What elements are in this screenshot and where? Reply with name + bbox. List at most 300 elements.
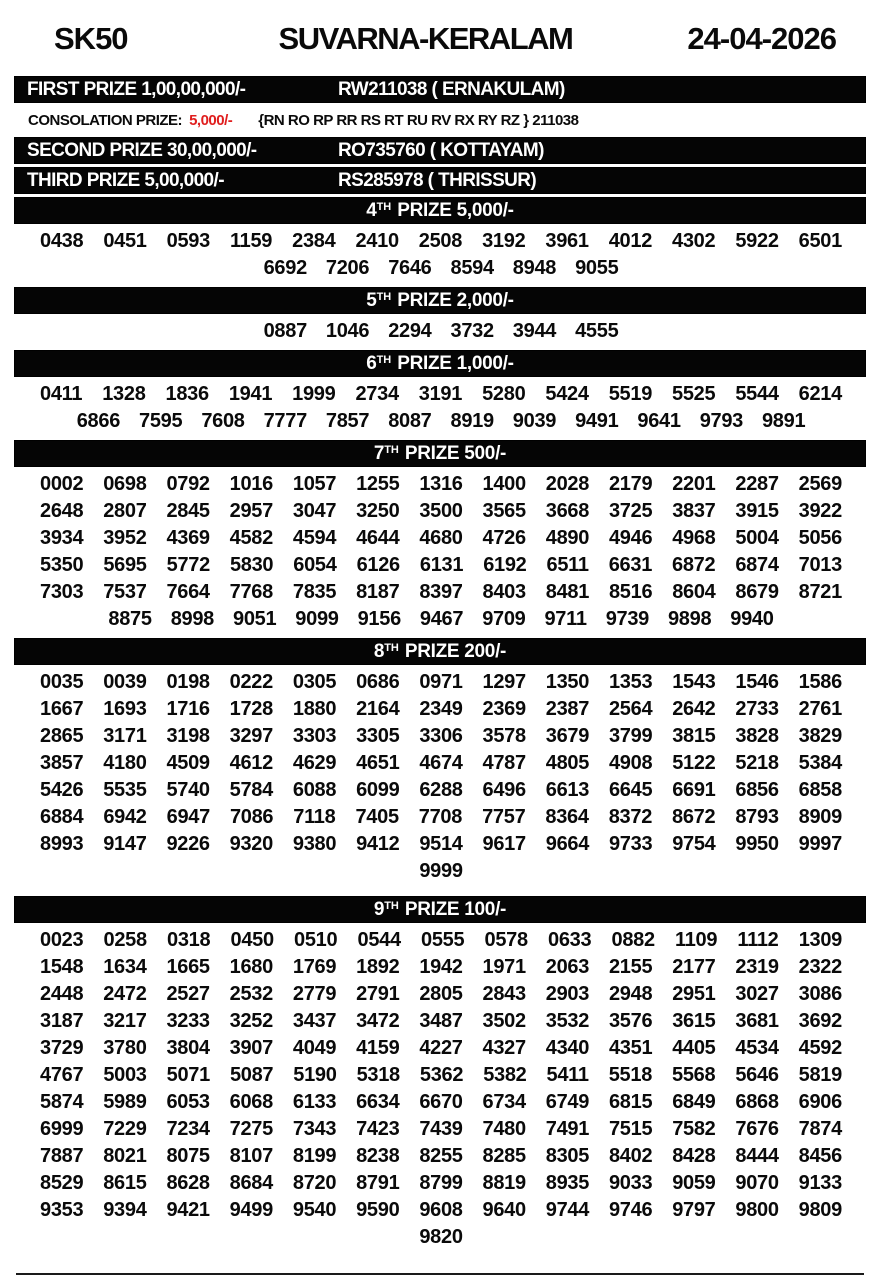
prize-number: 3532 <box>545 1010 590 1032</box>
number-row <box>40 408 842 435</box>
prize-number: 6815 <box>608 1091 653 1113</box>
prize-number: 0510 <box>294 929 338 951</box>
prize-number: 0686 <box>356 671 400 693</box>
prize-number: 3086 <box>798 983 842 1005</box>
prize-number: 1046 <box>325 320 370 342</box>
prize-number: 3217 <box>103 1010 147 1032</box>
prize-number: 5518 <box>608 1064 653 1086</box>
prize-number: 4227 <box>419 1037 463 1059</box>
prize-number: 8107 <box>229 1145 273 1167</box>
prize-number: 5362 <box>419 1064 464 1086</box>
prize-number: 2387 <box>545 698 590 720</box>
prize-number: 6670 <box>419 1091 463 1113</box>
prize-number: 5874 <box>40 1091 84 1113</box>
prize-number: 6131 <box>419 554 464 576</box>
prize-number: 5519 <box>608 383 653 405</box>
prize-number: 3502 <box>482 1010 526 1032</box>
prize-number: 8529 <box>40 1172 84 1194</box>
prize-number: 9739 <box>605 608 649 630</box>
number-row <box>40 777 842 804</box>
prize-number: 9664 <box>545 833 590 855</box>
prize-number: 3907 <box>229 1037 273 1059</box>
prize-number: 5350 <box>40 554 84 576</box>
prize-number: 8305 <box>545 1145 590 1167</box>
prize-number: 8721 <box>798 581 842 603</box>
prize-number: 9540 <box>292 1199 337 1221</box>
prize-number: 3804 <box>166 1037 210 1059</box>
prize-number: 6099 <box>356 779 400 801</box>
prize-number: 8684 <box>229 1172 273 1194</box>
prize-number: 2733 <box>735 698 779 720</box>
prize-number: 1880 <box>292 698 337 720</box>
number-row <box>40 471 842 498</box>
prize-number: 4767 <box>40 1064 84 1086</box>
prize-number: 6088 <box>292 779 337 801</box>
prize-number: 9353 <box>40 1199 84 1221</box>
prize-number: 5922 <box>735 230 779 252</box>
prize-number: 5424 <box>545 383 589 405</box>
prize-number: 2349 <box>419 698 463 720</box>
prize-number: 5525 <box>672 383 716 405</box>
prize-number: 9051 <box>233 608 277 630</box>
number-row <box>40 1116 842 1143</box>
prize-number: 0593 <box>166 230 210 252</box>
prize-number: 4680 <box>419 527 463 549</box>
number-row <box>40 954 842 981</box>
third-prize-row <box>14 167 866 194</box>
prize-number: 8998 <box>170 608 214 630</box>
prize-number: 6631 <box>608 554 653 576</box>
prize-number: 7491 <box>545 1118 590 1140</box>
prize-number: 4651 <box>356 752 400 774</box>
number-row <box>40 750 842 777</box>
prize-number: 9147 <box>103 833 147 855</box>
prize-number: 7439 <box>419 1118 463 1140</box>
prize-number: 1586 <box>798 671 842 693</box>
prize-number: 5004 <box>735 527 779 549</box>
number-row <box>40 1035 842 1062</box>
prize-number: 9617 <box>482 833 526 855</box>
prize-number: 9891 <box>761 410 806 432</box>
prize-number: 8628 <box>166 1172 210 1194</box>
prize-number: 6884 <box>40 806 84 828</box>
prize-number: 9467 <box>419 608 464 630</box>
number-row <box>40 831 842 858</box>
prize-number: 2384 <box>292 230 336 252</box>
prize-number: 5646 <box>735 1064 779 1086</box>
prize-number: 5382 <box>483 1064 527 1086</box>
prize-number: 3681 <box>735 1010 779 1032</box>
prize-number: 4582 <box>229 527 273 549</box>
prize-number: 2569 <box>798 473 842 495</box>
prize-number: 1109 <box>675 929 718 951</box>
prize-number: 5003 <box>103 1064 147 1086</box>
prize-number: 5384 <box>798 752 842 774</box>
prize-number: 2791 <box>356 983 400 1005</box>
prize-number: 0555 <box>421 929 465 951</box>
prize-number: 1159 <box>229 230 273 252</box>
prize-number: 0882 <box>611 929 655 951</box>
prize-number: 9320 <box>229 833 273 855</box>
prize-number: 6947 <box>166 806 210 828</box>
prize-section <box>14 350 866 437</box>
prize-number: 8187 <box>356 581 400 603</box>
prize-number: 3252 <box>229 1010 273 1032</box>
prize-number: 4592 <box>798 1037 842 1059</box>
prize-number: 9055 <box>575 257 619 279</box>
first-prize-row <box>14 76 866 103</box>
prize-number: 9156 <box>357 608 401 630</box>
prize-number: 8285 <box>482 1145 526 1167</box>
prize-number: 5190 <box>293 1064 337 1086</box>
number-row <box>40 804 842 831</box>
prize-number: 9499 <box>229 1199 273 1221</box>
prize-number: 8428 <box>672 1145 716 1167</box>
prize-number: 3732 <box>450 320 494 342</box>
prize-number: 8672 <box>672 806 716 828</box>
prize-number: 3171 <box>103 725 147 747</box>
prize-number: 9733 <box>608 833 653 855</box>
prize-number: 9746 <box>608 1199 653 1221</box>
number-row <box>40 228 842 255</box>
prize-number: 7515 <box>608 1118 653 1140</box>
prize-number: 2734 <box>355 383 399 405</box>
prize-number: 2903 <box>545 983 590 1005</box>
prize-number: 7405 <box>355 806 399 828</box>
prize-number: 8594 <box>450 257 494 279</box>
prize-number: 2410 <box>355 230 399 252</box>
number-row <box>40 696 842 723</box>
prize-number: 0971 <box>419 671 463 693</box>
prize-number: 3837 <box>672 500 716 522</box>
prize-number: 3487 <box>419 1010 463 1032</box>
prize-number: 8481 <box>545 581 590 603</box>
prize-number: 1728 <box>229 698 273 720</box>
prize-number: 7423 <box>356 1118 400 1140</box>
prize-number: 1836 <box>165 383 209 405</box>
prize-number: 5544 <box>735 383 779 405</box>
prize-number: 3857 <box>40 752 84 774</box>
prize-number: 5772 <box>166 554 210 576</box>
prize-number: 9133 <box>798 1172 842 1194</box>
prize-number: 7768 <box>229 581 273 603</box>
prize-section <box>14 197 866 284</box>
prize-number: 2369 <box>482 698 526 720</box>
prize-number: 6858 <box>798 779 842 801</box>
number-row <box>40 927 842 954</box>
prize-number: 5280 <box>482 383 526 405</box>
prize-number: 2063 <box>545 956 590 978</box>
prize-number: 5426 <box>40 779 84 801</box>
prize-number: 3615 <box>672 1010 716 1032</box>
prize-number: 5411 <box>546 1064 589 1086</box>
prize-number: 2448 <box>40 983 84 1005</box>
prize-number: 7537 <box>103 581 147 603</box>
prize-number: 7887 <box>40 1145 84 1167</box>
prize-number: 5318 <box>356 1064 400 1086</box>
prize-number: 2508 <box>418 230 463 252</box>
prize-number: 2179 <box>608 473 653 495</box>
prize-number: 9709 <box>482 608 526 630</box>
prize-number: 9744 <box>545 1199 590 1221</box>
first-prize-label: FIRST PRIZE 1,00,00,000/- <box>27 78 246 100</box>
prize-number: 1892 <box>356 956 400 978</box>
prize-number: 6192 <box>483 554 527 576</box>
prize-number: 5989 <box>103 1091 147 1113</box>
first-prize-winner: RW211038 ( ERNAKULAM) <box>338 78 565 100</box>
prize-section <box>14 287 866 347</box>
lottery-title: SUVARNA-KERALAM <box>278 21 573 56</box>
prize-number: 8402 <box>608 1145 653 1167</box>
prize-number: 9800 <box>735 1199 779 1221</box>
prize-number: 0222 <box>229 671 273 693</box>
prize-number: 2201 <box>672 473 716 495</box>
prize-number: 1316 <box>419 473 463 495</box>
prize-number: 3815 <box>672 725 716 747</box>
prize-number: 7595 <box>139 410 183 432</box>
number-row <box>40 1089 842 1116</box>
prize-number: 8679 <box>735 581 779 603</box>
prize-number: 9641 <box>637 410 681 432</box>
prize-number: 6501 <box>798 230 842 252</box>
prize-number: 7229 <box>103 1118 147 1140</box>
prize-number: 5695 <box>103 554 147 576</box>
number-row <box>40 318 842 345</box>
prize-number: 9380 <box>292 833 337 855</box>
prize-number: 7874 <box>798 1118 842 1140</box>
prize-number: 9421 <box>166 1199 210 1221</box>
prize-number: 0039 <box>103 671 147 693</box>
prize-number: 1297 <box>482 671 526 693</box>
prize-number: 9820 <box>419 1226 463 1248</box>
prize-number: 8075 <box>166 1145 210 1167</box>
prize-number: 3922 <box>798 500 842 522</box>
prize-number: 9640 <box>482 1199 526 1221</box>
prize-number: 0258 <box>103 929 147 951</box>
prize-number: 2843 <box>482 983 526 1005</box>
prize-number: 4180 <box>103 752 147 774</box>
prize-number: 2164 <box>356 698 400 720</box>
prize-number: 4049 <box>292 1037 337 1059</box>
consolation-series: {RN RO RP RR RS RT RU RV RX RY RZ } 211038 <box>258 111 579 129</box>
prize-number: 4787 <box>482 752 526 774</box>
prize-number: 1309 <box>798 929 842 951</box>
prize-number: 8799 <box>419 1172 463 1194</box>
prize-number: 4594 <box>292 527 337 549</box>
prize-number: 6906 <box>798 1091 842 1113</box>
prize-number: 8516 <box>608 581 653 603</box>
prize-number: 4644 <box>356 527 400 549</box>
prize-number: 9059 <box>672 1172 716 1194</box>
prize-number: 3729 <box>40 1037 84 1059</box>
prize-number: 4340 <box>545 1037 590 1059</box>
prize-number: 7857 <box>325 410 370 432</box>
prize-number: 3952 <box>103 527 147 549</box>
number-row <box>40 552 842 579</box>
prize-number: 8087 <box>388 410 432 432</box>
prize-number: 1665 <box>166 956 210 978</box>
prize-number: 1016 <box>229 473 273 495</box>
prize-number: 1693 <box>103 698 147 720</box>
prize-number: 7664 <box>166 581 210 603</box>
second-prize-row <box>14 137 866 164</box>
prize-number: 7777 <box>263 410 307 432</box>
prize-number: 9754 <box>672 833 716 855</box>
prize-number: 8372 <box>608 806 653 828</box>
prize-number: 3250 <box>356 500 400 522</box>
prize-number: 2322 <box>798 956 842 978</box>
prize-number: 9491 <box>575 410 619 432</box>
prize-number: 2761 <box>798 698 842 720</box>
prize-number: 1350 <box>545 671 590 693</box>
prize-number: 3668 <box>545 500 590 522</box>
prize-number: 9608 <box>419 1199 463 1221</box>
consolation-label: CONSOLATION PRIZE: <box>28 111 183 129</box>
prize-number: 0438 <box>40 230 84 252</box>
prize-number: 2845 <box>166 500 210 522</box>
section-header: 4 TH PRIZE 5,000/- <box>14 197 866 224</box>
prize-section <box>14 440 866 635</box>
prize-number: 3915 <box>735 500 779 522</box>
prize-number: 8935 <box>545 1172 590 1194</box>
prize-number: 4726 <box>482 527 526 549</box>
prize-section <box>14 896 866 1253</box>
prize-number: 1769 <box>292 956 337 978</box>
prize-number: 6054 <box>293 554 337 576</box>
prize-number: 3679 <box>545 725 590 747</box>
prize-number: 2527 <box>166 983 210 1005</box>
prize-number: 6133 <box>292 1091 337 1113</box>
prize-number: 3944 <box>512 320 557 342</box>
prize-number: 2532 <box>229 983 273 1005</box>
prize-number: 3829 <box>798 725 842 747</box>
prize-number: 5819 <box>798 1064 842 1086</box>
number-row <box>40 255 842 282</box>
prize-sections <box>14 197 866 1253</box>
prize-number: 8948 <box>512 257 557 279</box>
prize-number: 5535 <box>103 779 147 801</box>
prize-number: 0792 <box>166 473 210 495</box>
prize-number: 6126 <box>356 554 400 576</box>
prize-number: 1971 <box>482 956 526 978</box>
draw-code: SK50 <box>54 21 128 56</box>
prize-number: 3472 <box>356 1010 400 1032</box>
third-prize-label: THIRD PRIZE 5,00,000/- <box>27 169 224 191</box>
prize-number: 3437 <box>292 1010 337 1032</box>
prize-number: 6634 <box>356 1091 400 1113</box>
header <box>14 0 866 62</box>
prize-number: 5071 <box>166 1064 210 1086</box>
prize-number: 6872 <box>672 554 716 576</box>
prize-number: 1634 <box>103 956 147 978</box>
second-prize-label: SECOND PRIZE 30,00,000/- <box>27 139 257 161</box>
prize-number: 3961 <box>545 230 589 252</box>
prize-number: 6496 <box>482 779 526 801</box>
prize-number: 7118 <box>293 806 336 828</box>
prize-number: 4612 <box>229 752 273 774</box>
prize-number: 3934 <box>40 527 84 549</box>
prize-number: 4327 <box>482 1037 526 1059</box>
number-row <box>40 579 842 606</box>
prize-number: 5087 <box>229 1064 274 1086</box>
prize-number: 9514 <box>419 833 463 855</box>
prize-number: 4555 <box>575 320 619 342</box>
prize-number: 6511 <box>546 554 589 576</box>
prize-number: 2865 <box>40 725 84 747</box>
prize-number: 2957 <box>229 500 273 522</box>
prize-number: 0633 <box>548 929 592 951</box>
prize-number: 9997 <box>798 833 842 855</box>
prize-number: 7582 <box>672 1118 716 1140</box>
prize-number: 3192 <box>482 230 526 252</box>
consolation-amount: 5,000/- <box>189 111 233 129</box>
prize-number: 8403 <box>482 581 526 603</box>
prize-number: 9033 <box>608 1172 653 1194</box>
prize-number: 2287 <box>735 473 779 495</box>
prize-number: 3780 <box>103 1037 147 1059</box>
prize-number: 6874 <box>735 554 779 576</box>
prize-number: 3306 <box>419 725 463 747</box>
number-row <box>40 981 842 1008</box>
prize-number: 9412 <box>356 833 400 855</box>
prize-number: 7835 <box>292 581 337 603</box>
prize-number: 1057 <box>292 473 337 495</box>
prize-number: 0318 <box>167 929 211 951</box>
prize-number: 9711 <box>544 608 587 630</box>
prize-number: 0305 <box>292 671 337 693</box>
prize-number: 4534 <box>735 1037 779 1059</box>
prize-number: 6692 <box>263 257 307 279</box>
prize-number: 3191 <box>418 383 463 405</box>
prize-number: 1667 <box>40 698 84 720</box>
prize-number: 9797 <box>672 1199 716 1221</box>
prize-number: 0002 <box>40 473 84 495</box>
prize-number: 7234 <box>166 1118 210 1140</box>
prize-number: 5056 <box>798 527 842 549</box>
number-row <box>40 525 842 552</box>
prize-number: 2472 <box>103 983 147 1005</box>
prize-number: 4405 <box>672 1037 716 1059</box>
prize-number: 2648 <box>40 500 84 522</box>
number-row <box>40 1143 842 1170</box>
prize-number: 8993 <box>40 833 84 855</box>
prize-number: 0578 <box>484 929 528 951</box>
number-row <box>40 1170 842 1197</box>
prize-number: 6053 <box>166 1091 210 1113</box>
draw-date: 24-04-2026 <box>687 21 836 56</box>
prize-number: 0887 <box>263 320 307 342</box>
prize-number: 1328 <box>102 383 146 405</box>
prize-number: 3692 <box>798 1010 842 1032</box>
prize-number: 3198 <box>166 725 210 747</box>
prize-number: 8021 <box>103 1145 147 1167</box>
prize-number: 9950 <box>735 833 779 855</box>
prize-number: 9070 <box>735 1172 779 1194</box>
consolation-prize-row <box>14 106 866 134</box>
prize-number: 1716 <box>166 698 210 720</box>
prize-number: 7676 <box>735 1118 779 1140</box>
prize-number: 9394 <box>103 1199 147 1221</box>
prize-number: 1112 <box>737 929 779 951</box>
prize-number: 5122 <box>672 752 716 774</box>
prize-number: 1999 <box>292 383 336 405</box>
number-row <box>40 1197 842 1224</box>
prize-number: 3303 <box>292 725 337 747</box>
prize-number: 7086 <box>229 806 274 828</box>
prize-number: 8909 <box>798 806 842 828</box>
prize-number: 9898 <box>667 608 712 630</box>
prize-number: 3297 <box>229 725 273 747</box>
